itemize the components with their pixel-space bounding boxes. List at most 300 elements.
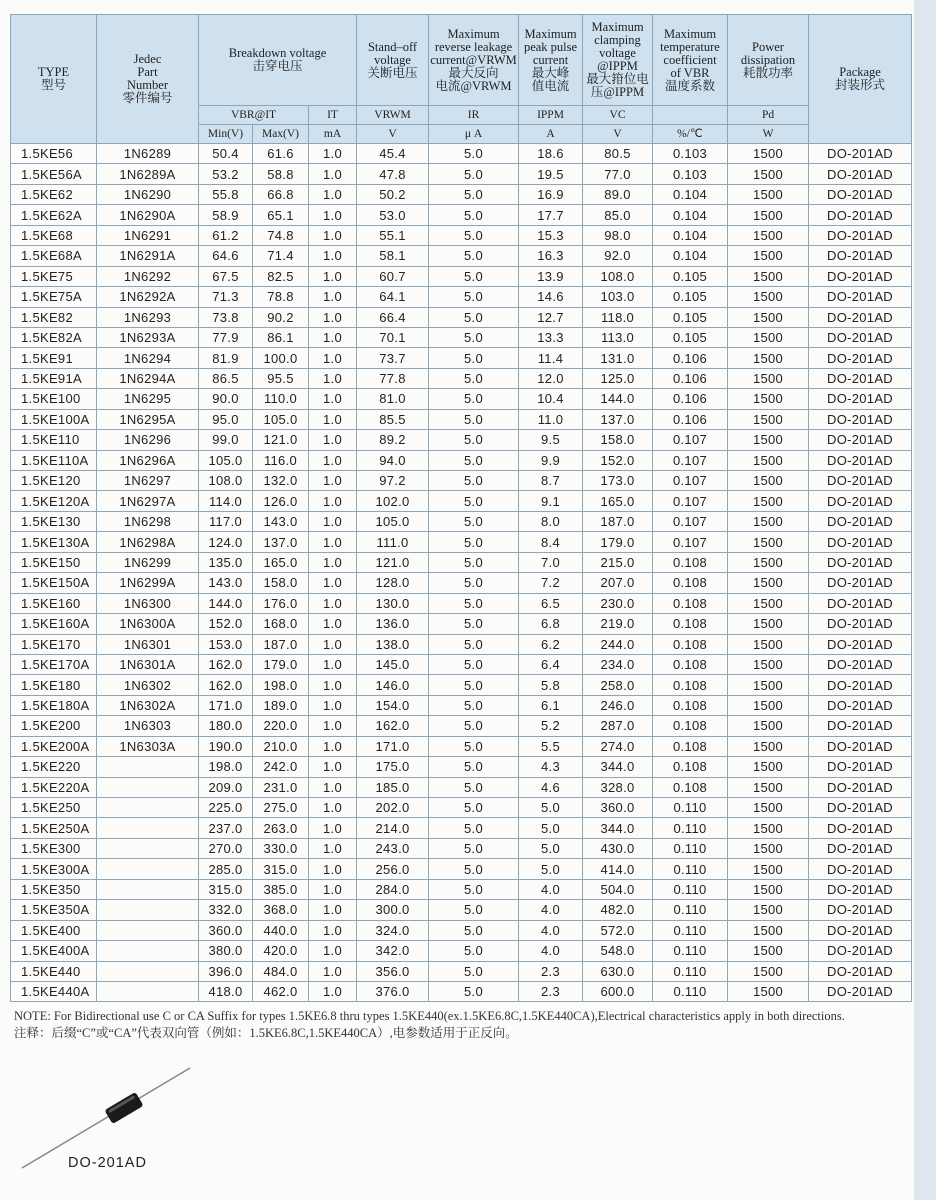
cell-type: 1.5KE250	[11, 798, 97, 818]
cell-ippm: 7.0	[519, 552, 583, 572]
cell-temp-coef: 0.107	[653, 511, 728, 531]
cell-vc: 287.0	[583, 716, 653, 736]
cell-ir: 5.0	[429, 348, 519, 368]
cell-vbr-max: 210.0	[253, 736, 309, 756]
cell-package: DO-201AD	[809, 818, 912, 838]
cell-vbr-max: 90.2	[253, 307, 309, 327]
cell-pd: 1500	[728, 327, 809, 347]
cell-vrwm: 214.0	[357, 818, 429, 838]
cell-it: 1.0	[309, 246, 357, 266]
cell-ippm: 13.9	[519, 266, 583, 286]
cell-vbr-min: 105.0	[199, 450, 253, 470]
cell-ippm: 6.2	[519, 634, 583, 654]
cell-vbr-min: 418.0	[199, 981, 253, 1001]
cell-pd: 1500	[728, 736, 809, 756]
notes	[14, 1008, 845, 1042]
cell-ippm: 5.5	[519, 736, 583, 756]
cell-pd: 1500	[728, 838, 809, 858]
table-row	[11, 981, 912, 1001]
cell-vrwm: 175.0	[357, 757, 429, 777]
cell-vbr-max: 462.0	[253, 981, 309, 1001]
cell-type: 1.5KE160	[11, 593, 97, 613]
cell-vrwm: 376.0	[357, 981, 429, 1001]
cell-it: 1.0	[309, 266, 357, 286]
symbol-temp	[653, 106, 728, 125]
cell-it: 1.0	[309, 430, 357, 450]
cell-vbr-max: 168.0	[253, 614, 309, 634]
cell-vrwm: 94.0	[357, 450, 429, 470]
cell-vc: 207.0	[583, 573, 653, 593]
cell-type: 1.5KE350	[11, 879, 97, 899]
cell-jedec: 1N6292A	[97, 287, 199, 307]
header-standoff: Stand–off voltage 关断电压	[357, 15, 429, 106]
cell-vbr-min: 99.0	[199, 430, 253, 450]
cell-vrwm: 284.0	[357, 879, 429, 899]
cell-it: 1.0	[309, 859, 357, 879]
cell-vbr-max: 95.5	[253, 368, 309, 388]
cell-pd: 1500	[728, 491, 809, 511]
cell-jedec	[97, 818, 199, 838]
cell-it: 1.0	[309, 491, 357, 511]
cell-ir: 5.0	[429, 900, 519, 920]
cell-ir: 5.0	[429, 920, 519, 940]
cell-pd: 1500	[728, 266, 809, 286]
cell-it: 1.0	[309, 777, 357, 797]
cell-package: DO-201AD	[809, 920, 912, 940]
cell-it: 1.0	[309, 184, 357, 204]
cell-vrwm: 97.2	[357, 471, 429, 491]
cell-vbr-min: 135.0	[199, 552, 253, 572]
header-peak: Maximum peak pulse current 最大峰 值电流	[519, 15, 583, 106]
note-english: NOTE: For Bidirectional use C or CA Suffix for types 1.5KE6.8 thru types 1.5KE440(ex.1.5KE6.8C,1.5KE440CA),Electrical characteristics apply in both directions.	[14, 1009, 845, 1023]
cell-type: 1.5KE170A	[11, 654, 97, 674]
cell-ippm: 16.3	[519, 246, 583, 266]
cell-vc: 108.0	[583, 266, 653, 286]
cell-vc: 230.0	[583, 593, 653, 613]
cell-package: DO-201AD	[809, 777, 912, 797]
cell-package: DO-201AD	[809, 981, 912, 1001]
cell-jedec	[97, 798, 199, 818]
cell-ippm: 10.4	[519, 389, 583, 409]
page-edge-strip	[914, 0, 936, 1200]
cell-vbr-max: 231.0	[253, 777, 309, 797]
cell-vbr-max: 132.0	[253, 471, 309, 491]
table-row	[11, 450, 912, 470]
cell-vc: 85.0	[583, 205, 653, 225]
cell-vc: 187.0	[583, 511, 653, 531]
cell-vbr-min: 360.0	[199, 920, 253, 940]
cell-temp-coef: 0.107	[653, 491, 728, 511]
cell-vbr-min: 95.0	[199, 409, 253, 429]
cell-temp-coef: 0.105	[653, 266, 728, 286]
cell-jedec: 1N6299A	[97, 573, 199, 593]
cell-vc: 165.0	[583, 491, 653, 511]
symbol-it: IT	[309, 106, 357, 125]
cell-it: 1.0	[309, 675, 357, 695]
cell-vbr-min: 64.6	[199, 246, 253, 266]
cell-vc: 258.0	[583, 675, 653, 695]
cell-ir: 5.0	[429, 593, 519, 613]
cell-it: 1.0	[309, 634, 357, 654]
table-row	[11, 593, 912, 613]
table-row	[11, 348, 912, 368]
cell-it: 1.0	[309, 389, 357, 409]
cell-vc: 103.0	[583, 287, 653, 307]
table-row	[11, 266, 912, 286]
cell-ippm: 5.0	[519, 798, 583, 818]
cell-temp-coef: 0.107	[653, 450, 728, 470]
cell-it: 1.0	[309, 593, 357, 613]
cell-jedec: 1N6303	[97, 716, 199, 736]
cell-jedec: 1N6300	[97, 593, 199, 613]
note-chinese: 注释：后缀“C”或“CA”代表双向管（例如：1.5KE6.8C,1.5KE440CA）,电参数适用于正反向。	[14, 1026, 518, 1040]
header-type: TYPE 型号	[11, 15, 97, 144]
cell-it: 1.0	[309, 879, 357, 899]
cell-jedec: 1N6291	[97, 225, 199, 245]
cell-vbr-max: 368.0	[253, 900, 309, 920]
cell-ir: 5.0	[429, 430, 519, 450]
cell-temp-coef: 0.104	[653, 205, 728, 225]
cell-ippm: 2.3	[519, 961, 583, 981]
cell-vbr-min: 380.0	[199, 941, 253, 961]
cell-package: DO-201AD	[809, 859, 912, 879]
cell-vbr-min: 67.5	[199, 266, 253, 286]
cell-vbr-min: 152.0	[199, 614, 253, 634]
cell-type: 1.5KE110A	[11, 450, 97, 470]
cell-vbr-min: 153.0	[199, 634, 253, 654]
cell-pd: 1500	[728, 307, 809, 327]
cell-package: DO-201AD	[809, 900, 912, 920]
cell-temp-coef: 0.107	[653, 471, 728, 491]
cell-jedec: 1N6303A	[97, 736, 199, 756]
cell-ippm: 11.0	[519, 409, 583, 429]
cell-jedec: 1N6296	[97, 430, 199, 450]
cell-package: DO-201AD	[809, 348, 912, 368]
cell-vbr-max: 121.0	[253, 430, 309, 450]
cell-vc: 173.0	[583, 471, 653, 491]
unit-temp: %/℃	[653, 125, 728, 144]
symbol-ir: IR	[429, 106, 519, 125]
cell-vc: 137.0	[583, 409, 653, 429]
cell-temp-coef: 0.106	[653, 409, 728, 429]
cell-jedec	[97, 941, 199, 961]
cell-ir: 5.0	[429, 552, 519, 572]
cell-vrwm: 102.0	[357, 491, 429, 511]
symbol-vrwm: VRWM	[357, 106, 429, 125]
cell-type: 1.5KE300	[11, 838, 97, 858]
cell-ir: 5.0	[429, 716, 519, 736]
table-row	[11, 144, 912, 164]
cell-ippm: 5.8	[519, 675, 583, 695]
cell-pd: 1500	[728, 920, 809, 940]
cell-vrwm: 202.0	[357, 798, 429, 818]
cell-ir: 5.0	[429, 757, 519, 777]
header-temp: Maximum temperature coefficient of VBR 温度系数	[653, 15, 728, 106]
cell-vrwm: 130.0	[357, 593, 429, 613]
cell-package: DO-201AD	[809, 675, 912, 695]
cell-vc: 144.0	[583, 389, 653, 409]
cell-ir: 5.0	[429, 389, 519, 409]
cell-jedec	[97, 900, 199, 920]
cell-vrwm: 136.0	[357, 614, 429, 634]
cell-vc: 118.0	[583, 307, 653, 327]
table-row	[11, 430, 912, 450]
cell-it: 1.0	[309, 471, 357, 491]
cell-package: DO-201AD	[809, 798, 912, 818]
cell-package: DO-201AD	[809, 614, 912, 634]
cell-it: 1.0	[309, 552, 357, 572]
table-row	[11, 573, 912, 593]
cell-ir: 5.0	[429, 164, 519, 184]
cell-temp-coef: 0.105	[653, 327, 728, 347]
cell-vbr-max: 275.0	[253, 798, 309, 818]
cell-vbr-min: 270.0	[199, 838, 253, 858]
cell-vbr-min: 171.0	[199, 695, 253, 715]
cell-pd: 1500	[728, 961, 809, 981]
cell-vbr-max: 126.0	[253, 491, 309, 511]
cell-pd: 1500	[728, 246, 809, 266]
cell-type: 1.5KE75A	[11, 287, 97, 307]
cell-vc: 630.0	[583, 961, 653, 981]
cell-vbr-min: 124.0	[199, 532, 253, 552]
table-row	[11, 164, 912, 184]
cell-ippm: 4.0	[519, 920, 583, 940]
cell-pd: 1500	[728, 614, 809, 634]
cell-pd: 1500	[728, 287, 809, 307]
cell-pd: 1500	[728, 164, 809, 184]
cell-vc: 215.0	[583, 552, 653, 572]
cell-ir: 5.0	[429, 491, 519, 511]
cell-ir: 5.0	[429, 532, 519, 552]
cell-vrwm: 70.1	[357, 327, 429, 347]
cell-temp-coef: 0.108	[653, 675, 728, 695]
cell-vc: 246.0	[583, 695, 653, 715]
cell-temp-coef: 0.108	[653, 593, 728, 613]
cell-vc: 274.0	[583, 736, 653, 756]
cell-it: 1.0	[309, 695, 357, 715]
cell-vbr-min: 225.0	[199, 798, 253, 818]
cell-ir: 5.0	[429, 368, 519, 388]
cell-it: 1.0	[309, 409, 357, 429]
cell-type: 1.5KE220	[11, 757, 97, 777]
cell-ir: 5.0	[429, 879, 519, 899]
cell-ippm: 6.8	[519, 614, 583, 634]
cell-pd: 1500	[728, 552, 809, 572]
cell-vbr-min: 114.0	[199, 491, 253, 511]
unit-min: Min(V)	[199, 125, 253, 144]
cell-type: 1.5KE120A	[11, 491, 97, 511]
cell-vbr-min: 81.9	[199, 348, 253, 368]
table-row	[11, 654, 912, 674]
cell-type: 1.5KE400A	[11, 941, 97, 961]
cell-vrwm: 324.0	[357, 920, 429, 940]
table-row	[11, 634, 912, 654]
table-row	[11, 491, 912, 511]
cell-temp-coef: 0.108	[653, 654, 728, 674]
cell-vc: 77.0	[583, 164, 653, 184]
cell-vc: 430.0	[583, 838, 653, 858]
cell-ir: 5.0	[429, 287, 519, 307]
cell-package: DO-201AD	[809, 716, 912, 736]
cell-temp-coef: 0.110	[653, 818, 728, 838]
table-row	[11, 409, 912, 429]
cell-ippm: 9.5	[519, 430, 583, 450]
cell-type: 1.5KE250A	[11, 818, 97, 838]
cell-it: 1.0	[309, 164, 357, 184]
header-breakdown: Breakdown voltage 击穿电压	[199, 15, 357, 106]
cell-temp-coef: 0.108	[653, 634, 728, 654]
cell-it: 1.0	[309, 981, 357, 1001]
cell-vbr-min: 58.9	[199, 205, 253, 225]
cell-vbr-max: 165.0	[253, 552, 309, 572]
cell-vbr-max: 420.0	[253, 941, 309, 961]
cell-vbr-min: 61.2	[199, 225, 253, 245]
cell-jedec: 1N6299	[97, 552, 199, 572]
cell-ir: 5.0	[429, 695, 519, 715]
cell-ippm: 12.0	[519, 368, 583, 388]
cell-ippm: 8.7	[519, 471, 583, 491]
cell-temp-coef: 0.110	[653, 920, 728, 940]
cell-vbr-max: 189.0	[253, 695, 309, 715]
cell-it: 1.0	[309, 716, 357, 736]
cell-package: DO-201AD	[809, 205, 912, 225]
cell-vc: 179.0	[583, 532, 653, 552]
cell-it: 1.0	[309, 920, 357, 940]
cell-vbr-min: 108.0	[199, 471, 253, 491]
cell-temp-coef: 0.108	[653, 757, 728, 777]
cell-jedec	[97, 879, 199, 899]
cell-vbr-max: 263.0	[253, 818, 309, 838]
cell-pd: 1500	[728, 573, 809, 593]
cell-vc: 344.0	[583, 818, 653, 838]
cell-ippm: 2.3	[519, 981, 583, 1001]
cell-temp-coef: 0.107	[653, 430, 728, 450]
cell-jedec: 1N6293	[97, 307, 199, 327]
cell-pd: 1500	[728, 900, 809, 920]
cell-ippm: 16.9	[519, 184, 583, 204]
cell-pd: 1500	[728, 859, 809, 879]
table-row	[11, 716, 912, 736]
cell-vbr-max: 440.0	[253, 920, 309, 940]
cell-vbr-max: 65.1	[253, 205, 309, 225]
cell-jedec: 1N6290	[97, 184, 199, 204]
cell-type: 1.5KE56A	[11, 164, 97, 184]
cell-vbr-max: 58.8	[253, 164, 309, 184]
cell-temp-coef: 0.107	[653, 532, 728, 552]
cell-ippm: 4.6	[519, 777, 583, 797]
cell-type: 1.5KE350A	[11, 900, 97, 920]
cell-type: 1.5KE82	[11, 307, 97, 327]
cell-vbr-min: 180.0	[199, 716, 253, 736]
unit-ma: mA	[309, 125, 357, 144]
cell-ir: 5.0	[429, 614, 519, 634]
cell-type: 1.5KE160A	[11, 614, 97, 634]
cell-pd: 1500	[728, 389, 809, 409]
cell-vc: 89.0	[583, 184, 653, 204]
cell-ippm: 9.9	[519, 450, 583, 470]
cell-ir: 5.0	[429, 225, 519, 245]
cell-vbr-max: 71.4	[253, 246, 309, 266]
cell-vrwm: 89.2	[357, 430, 429, 450]
cell-vrwm: 85.5	[357, 409, 429, 429]
cell-vbr-min: 86.5	[199, 368, 253, 388]
cell-ippm: 5.0	[519, 859, 583, 879]
cell-vbr-min: 198.0	[199, 757, 253, 777]
cell-it: 1.0	[309, 573, 357, 593]
cell-it: 1.0	[309, 818, 357, 838]
cell-type: 1.5KE68	[11, 225, 97, 245]
table-row	[11, 879, 912, 899]
cell-vc: 572.0	[583, 920, 653, 940]
unit-v: V	[357, 125, 429, 144]
cell-pd: 1500	[728, 941, 809, 961]
cell-vbr-max: 105.0	[253, 409, 309, 429]
cell-jedec: 1N6294A	[97, 368, 199, 388]
cell-jedec	[97, 757, 199, 777]
cell-vrwm: 64.1	[357, 287, 429, 307]
cell-jedec	[97, 777, 199, 797]
symbol-pd: Pd	[728, 106, 809, 125]
cell-temp-coef: 0.108	[653, 777, 728, 797]
cell-type: 1.5KE220A	[11, 777, 97, 797]
cell-pd: 1500	[728, 981, 809, 1001]
unit-w: W	[728, 125, 809, 144]
cell-vbr-min: 162.0	[199, 675, 253, 695]
table-row	[11, 818, 912, 838]
cell-vc: 125.0	[583, 368, 653, 388]
table-row	[11, 471, 912, 491]
cell-it: 1.0	[309, 307, 357, 327]
cell-jedec	[97, 920, 199, 940]
cell-vbr-min: 162.0	[199, 654, 253, 674]
cell-it: 1.0	[309, 900, 357, 920]
cell-vrwm: 47.8	[357, 164, 429, 184]
cell-vrwm: 73.7	[357, 348, 429, 368]
diode-lead	[22, 1068, 190, 1168]
table-row	[11, 511, 912, 531]
cell-vrwm: 154.0	[357, 695, 429, 715]
cell-ippm: 5.2	[519, 716, 583, 736]
table-body	[11, 144, 912, 1002]
cell-ippm: 12.7	[519, 307, 583, 327]
cell-ippm: 4.3	[519, 757, 583, 777]
cell-vbr-max: 61.6	[253, 144, 309, 164]
cell-ippm: 8.0	[519, 511, 583, 531]
cell-vrwm: 185.0	[357, 777, 429, 797]
cell-ir: 5.0	[429, 409, 519, 429]
cell-vbr-min: 237.0	[199, 818, 253, 838]
cell-vrwm: 105.0	[357, 511, 429, 531]
cell-vbr-min: 285.0	[199, 859, 253, 879]
cell-vbr-max: 484.0	[253, 961, 309, 981]
cell-jedec: 1N6289A	[97, 164, 199, 184]
cell-temp-coef: 0.110	[653, 879, 728, 899]
cell-package: DO-201AD	[809, 757, 912, 777]
cell-ippm: 19.5	[519, 164, 583, 184]
table-row	[11, 736, 912, 756]
cell-package: DO-201AD	[809, 307, 912, 327]
cell-temp-coef: 0.106	[653, 368, 728, 388]
cell-pd: 1500	[728, 348, 809, 368]
cell-ippm: 17.7	[519, 205, 583, 225]
cell-vrwm: 128.0	[357, 573, 429, 593]
cell-vbr-min: 90.0	[199, 389, 253, 409]
cell-pd: 1500	[728, 818, 809, 838]
cell-it: 1.0	[309, 736, 357, 756]
cell-ippm: 13.3	[519, 327, 583, 347]
cell-ir: 5.0	[429, 511, 519, 531]
cell-package: DO-201AD	[809, 246, 912, 266]
